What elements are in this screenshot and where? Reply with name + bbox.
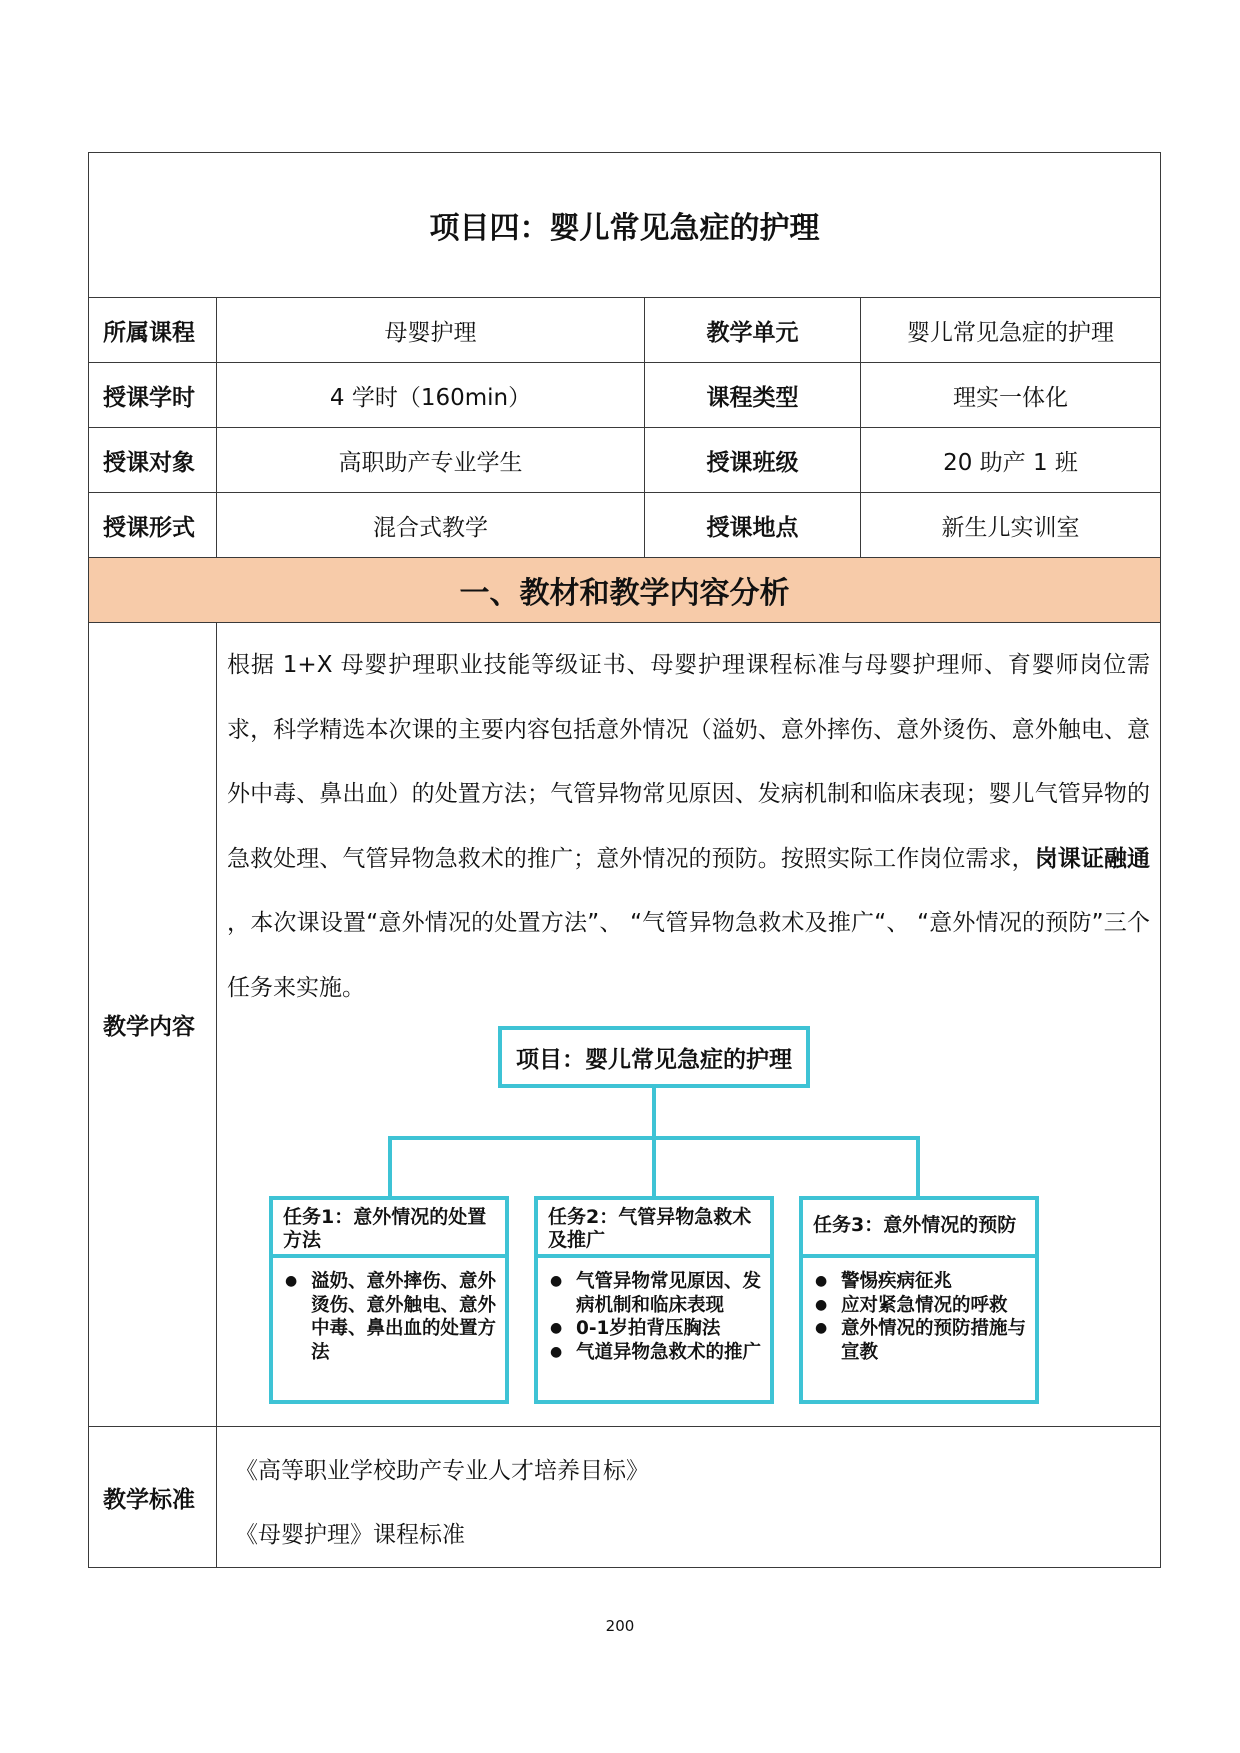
task-item: ● 警惕疾病征兆 xyxy=(815,1270,1029,1294)
task-title: 任务2：气管异物急救术及推广 xyxy=(538,1200,770,1258)
content-paragraph xyxy=(227,633,1150,1020)
task-item: ● 应对紧急情况的呼救 xyxy=(815,1294,1029,1318)
content-label: 教学内容 xyxy=(89,623,217,1427)
task-item: ● 溢奶、意外摔伤、意外烫伤、意外触电、意外中毒、鼻出血的处置方法 xyxy=(285,1270,499,1364)
info-value: 20 助产 1 班 xyxy=(861,428,1161,493)
info-key: 授课对象 xyxy=(89,428,217,493)
task-title: 任务3：意外情况的预防 xyxy=(803,1200,1035,1258)
info-row xyxy=(89,298,1161,363)
info-row xyxy=(89,363,1161,428)
diagram-root-box: 项目：婴儿常见急症的护理 xyxy=(498,1026,810,1088)
info-row xyxy=(89,493,1161,558)
connector-line xyxy=(652,1088,656,1138)
standard-label: 教学标准 xyxy=(89,1427,217,1568)
task-diagram xyxy=(227,1026,1077,1426)
content-body xyxy=(217,623,1161,1427)
task-item: ● 0-1岁拍背压胸法 xyxy=(550,1317,764,1341)
paragraph-text: ，本次课设置“意外情况的处置方法”、 “气管异物急救术及推广“、 “意外情况的预防”三个任务来实施。 xyxy=(227,910,1150,1001)
info-value: 新生儿实训室 xyxy=(861,493,1161,558)
page-number: 200 xyxy=(605,1617,635,1635)
info-value: 理实一体化 xyxy=(861,363,1161,428)
task-list xyxy=(538,1258,770,1364)
info-key: 教学单元 xyxy=(645,298,861,363)
connector-line xyxy=(916,1136,920,1198)
info-row xyxy=(89,428,1161,493)
info-value: 母婴护理 xyxy=(217,298,645,363)
task-list xyxy=(803,1258,1035,1364)
info-value: 婴儿常见急症的护理 xyxy=(861,298,1161,363)
paragraph-emphasis: 岗课证融通 xyxy=(1034,845,1151,872)
document-title: 项目四：婴儿常见急症的护理 xyxy=(89,153,1161,298)
section-header: 一、教材和教学内容分析 xyxy=(89,558,1161,623)
lesson-plan-sheet xyxy=(88,152,1160,1568)
info-key: 授课班级 xyxy=(645,428,861,493)
task-item: ● 意外情况的预防措施与宣教 xyxy=(815,1317,1029,1364)
info-key: 所属课程 xyxy=(89,298,217,363)
info-key: 课程类型 xyxy=(645,363,861,428)
standard-body xyxy=(217,1427,1161,1568)
standard-line: 《母婴护理》课程标准 xyxy=(235,1522,465,1548)
task-title: 任务1：意外情况的处置方法 xyxy=(273,1200,505,1258)
info-value: 4 学时（160min） xyxy=(217,363,645,428)
lesson-plan-table xyxy=(88,152,1161,1568)
task-box-1 xyxy=(269,1196,509,1404)
info-value: 混合式教学 xyxy=(217,493,645,558)
info-key: 授课学时 xyxy=(89,363,217,428)
connector-line xyxy=(388,1136,392,1198)
task-item: ● 气管异物常见原因、发病机制和临床表现 xyxy=(550,1270,764,1317)
info-key: 授课形式 xyxy=(89,493,217,558)
task-box-3 xyxy=(799,1196,1039,1404)
task-list xyxy=(273,1258,505,1364)
connector-line xyxy=(652,1136,656,1198)
standard-line: 《高等职业学校助产专业人才培养目标》 xyxy=(235,1458,649,1484)
paragraph-text: 根据 1+X 母婴护理职业技能等级证书、母婴护理课程标准与母婴护理师、育婴师岗位需求，科学精选本次课的主要内容包括意外情况（溢奶、意外摔伤、意外烫伤、意外触电、意外中毒、鼻出血）的处置方法；气管异物常见原因、发病机制和临床表现；婴儿气管异物的急救处理、气管异物急救术的推广；意外情况的预防。按照实际工作岗位需求， xyxy=(227,652,1150,872)
info-value: 高职助产专业学生 xyxy=(217,428,645,493)
task-item: ● 气道异物急救术的推广 xyxy=(550,1341,764,1365)
info-key: 授课地点 xyxy=(645,493,861,558)
task-box-2 xyxy=(534,1196,774,1404)
